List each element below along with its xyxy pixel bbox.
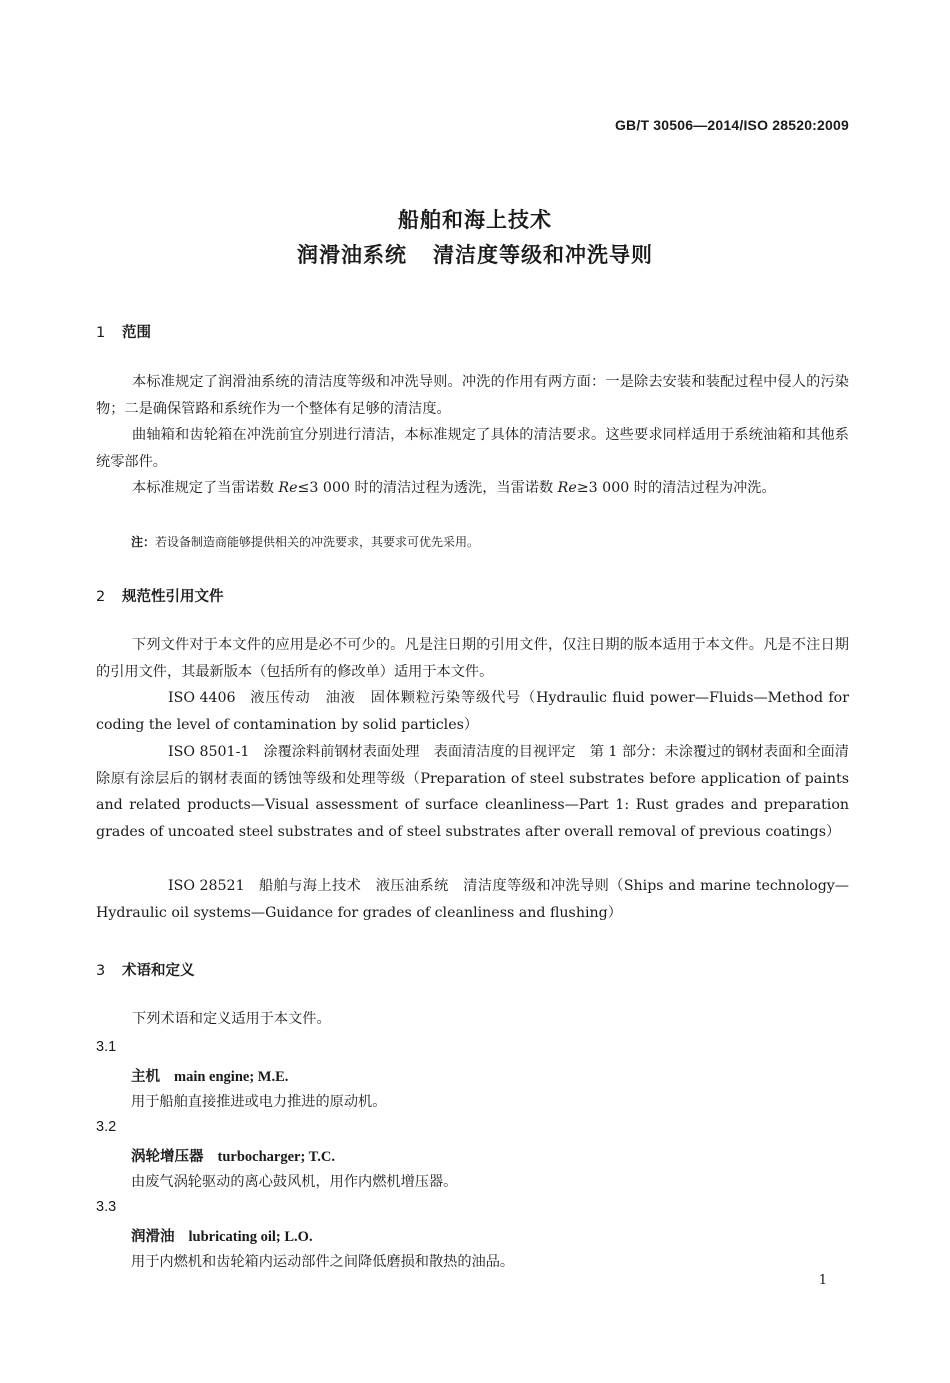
title-part-a: 润滑油系统 bbox=[297, 243, 407, 267]
section-3-heading bbox=[96, 959, 195, 980]
reynolds-symbol: Re bbox=[557, 480, 577, 496]
note bbox=[131, 533, 479, 550]
term-entry bbox=[131, 1145, 335, 1166]
reference-code: ISO 8501-1 bbox=[168, 744, 250, 760]
section-number: 2 bbox=[96, 589, 106, 605]
term-en: turbocharger; T.C. bbox=[217, 1149, 335, 1165]
clause-number: 3.1 bbox=[96, 1039, 117, 1055]
note-text: 若设备制造商能够提供相关的冲洗要求，其要求可优先采用。 bbox=[155, 535, 480, 549]
note-label: 注： bbox=[131, 535, 156, 549]
reference-text: 液压传动 油液 固体颗粒污染等级代号（Hydraulic fluid power—Fluids—Method for coding the level of contamination by solid particles） bbox=[96, 690, 849, 733]
document-title-line2 bbox=[0, 239, 950, 269]
term-zh: 涡轮增压器 bbox=[131, 1149, 204, 1165]
section-1-paragraph-2: 曲轴箱和齿轮箱在冲洗前宜分别进行清洁，本标准规定了具体的清洁要求。这些要求同样适用于系统油箱和其他系统零部件。 bbox=[96, 427, 849, 470]
term-entry bbox=[131, 1065, 288, 1086]
reference-iso-4406 bbox=[96, 685, 849, 738]
term-definition: 用于内燃机和齿轮箱内运动部件之间降低磨损和散热的油品。 bbox=[131, 1254, 515, 1270]
para3-part-a: 本标准规定了当雷诺数 bbox=[132, 480, 274, 496]
section-3-intro: 下列术语和定义适用于本文件。 bbox=[132, 1011, 331, 1027]
section-2-heading bbox=[96, 585, 224, 606]
para3-part-b: ≤3 000 时的清洁过程为透洗，当雷诺数 bbox=[297, 480, 554, 496]
section-1-paragraph-1: 本标准规定了润滑油系统的清洁度等级和冲洗导则。冲洗的作用有两方面：一是除去安装和装配过程中侵人的污染物；二是确保管路和系统作为一个整体有足够的清洁度。 bbox=[96, 374, 849, 417]
clause-number: 3.3 bbox=[96, 1199, 117, 1215]
para3-part-c: ≥3 000 时的清洁过程为冲洗。 bbox=[576, 480, 776, 496]
section-2-intro: 下列文件对于本文件的应用是必不可少的。凡是注日期的引用文件，仅注日期的版本适用于本文件。凡是不注日期的引用文件，其最新版本（包括所有的修改单）适用于本文件。 bbox=[96, 637, 849, 680]
reference-text: 船舶与海上技术 液压油系统 清洁度等级和冲洗导则（Ships and marine technology—Hydraulic oil systems—Guidance for grades of cleanliness and flushing） bbox=[96, 878, 849, 921]
reference-iso-8501-1 bbox=[96, 739, 849, 845]
section-title: 术语和定义 bbox=[122, 963, 195, 979]
term-definition: 由废气涡轮驱动的离心鼓风机，用作内燃机增压器。 bbox=[131, 1174, 458, 1190]
section-title: 范围 bbox=[122, 325, 151, 341]
section-number: 1 bbox=[96, 325, 106, 341]
page-number: 1 bbox=[818, 1273, 827, 1288]
section-number: 3 bbox=[96, 963, 106, 979]
standard-code: GB/T 30506—2014/ISO 28520:2009 bbox=[614, 117, 849, 133]
section-1-paragraph-3 bbox=[96, 475, 849, 502]
term-entry bbox=[131, 1225, 313, 1246]
reference-code: ISO 28521 bbox=[168, 878, 245, 894]
title-part-b: 清洁度等级和冲洗导则 bbox=[433, 243, 653, 267]
term-en: main engine; M.E. bbox=[174, 1069, 289, 1085]
term-zh: 润滑油 bbox=[131, 1229, 175, 1245]
reynolds-symbol: Re bbox=[278, 480, 298, 496]
reference-iso-28521 bbox=[96, 873, 849, 926]
term-zh: 主机 bbox=[131, 1069, 160, 1085]
section-1-heading bbox=[96, 321, 151, 342]
term-en: lubricating oil; L.O. bbox=[188, 1229, 313, 1245]
reference-text: 涂覆涂料前钢材表面处理 表面清洁度的目视评定 第 1 部分：未涂覆过的钢材表面和全面清除原有涂层后的钢材表面的锈蚀等级和处理等级（Preparation of steel substrates before application of paints and related products—Visual assessment of surface cleanliness—Part 1: Rust grades and preparation grades of uncoated steel substrates and of steel substrates after overall removal of previous coatings） bbox=[96, 744, 849, 840]
reference-code: ISO 4406 bbox=[168, 690, 236, 706]
document-title-line1: 船舶和海上技术 bbox=[398, 208, 552, 232]
clause-number: 3.2 bbox=[96, 1119, 117, 1135]
section-title: 规范性引用文件 bbox=[122, 589, 224, 605]
term-definition: 用于船舶直接推进或电力推进的原动机。 bbox=[131, 1094, 387, 1110]
